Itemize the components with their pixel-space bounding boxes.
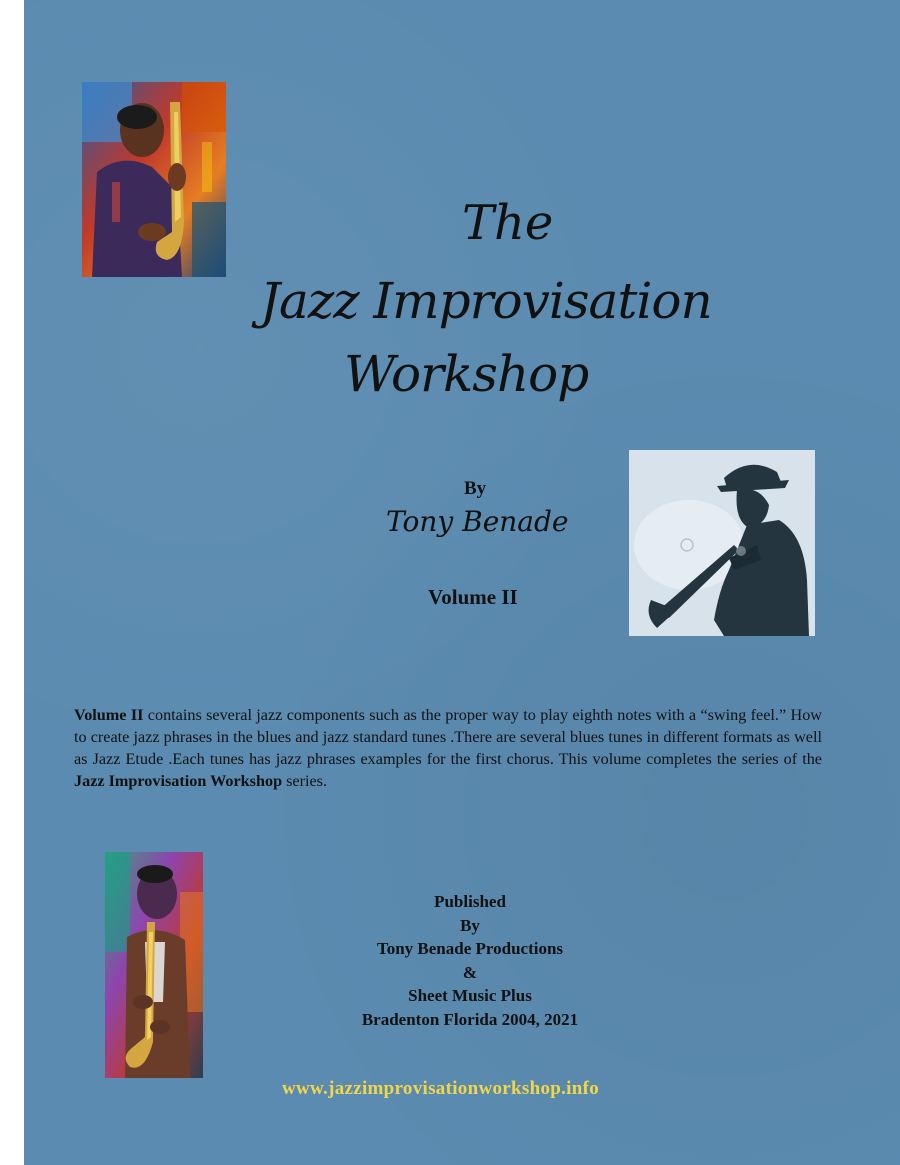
description-paragraph <box>74 704 822 792</box>
description-lead-bold: Volume II <box>74 706 144 725</box>
by-label: By <box>464 478 487 499</box>
saxophonist-painting-2-image <box>105 852 203 1078</box>
volume-label: Volume II <box>428 585 518 609</box>
title-line-3: Workshop <box>344 345 589 403</box>
trumpeter-silhouette-image <box>629 450 815 636</box>
publisher-block <box>304 890 636 1031</box>
description-series-bold: Jazz Improvisation Workshop <box>74 772 283 791</box>
publisher-line-4: & <box>462 962 478 982</box>
cover-page <box>24 0 900 1165</box>
description-text-2: series. <box>282 772 328 791</box>
publisher-line-3: Tony Benade Productions <box>376 939 564 958</box>
publisher-line-2: By <box>460 915 480 935</box>
title-line-2: Jazz Improvisation <box>260 272 712 330</box>
website-link[interactable]: www.jazzimprovisationworkshop.info <box>282 1078 600 1099</box>
description-text-1: contains several jazz components such as the proper way to play eighth notes with a “swing feel.” How to create jazz phrases in the blues and jazz standard tunes .There are several blues tunes in different formats as well as Jazz Etude .Each tunes has jazz phrases examples for the first chorus. This volume completes the series of the <box>74 706 822 769</box>
title-line-1: The <box>462 195 554 251</box>
publisher-line-5: Sheet Music Plus <box>408 986 532 1005</box>
publisher-line-1: Published <box>434 892 506 911</box>
author-name: Tony Benade <box>386 505 569 538</box>
publisher-line-6: Bradenton Florida 2004, 2021 <box>361 1009 579 1029</box>
saxophonist-painting-image <box>82 82 226 277</box>
